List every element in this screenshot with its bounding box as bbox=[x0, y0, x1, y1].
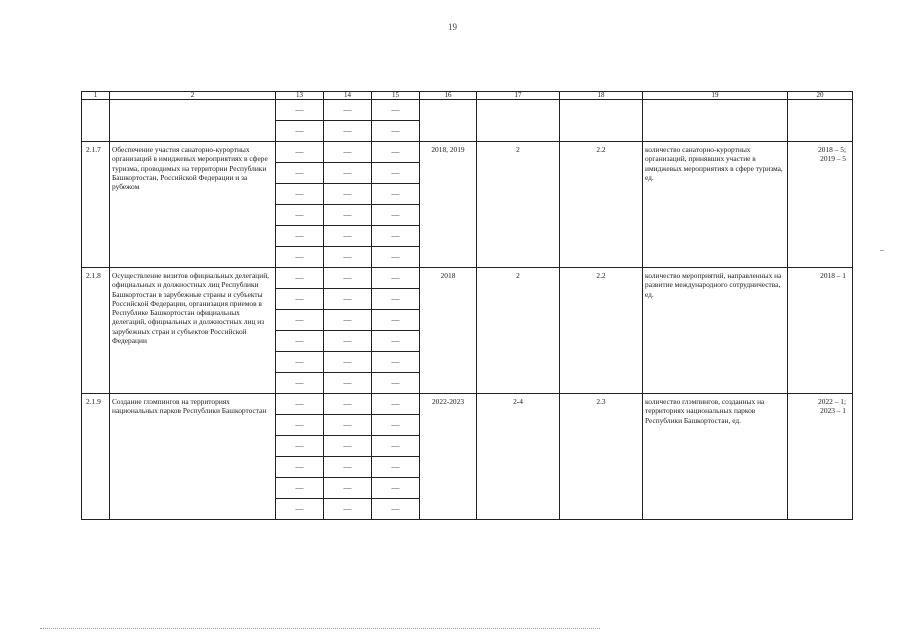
continuation-cell bbox=[82, 100, 110, 142]
dash-cell bbox=[372, 394, 420, 415]
dash-cell bbox=[276, 142, 324, 163]
dash-cell bbox=[324, 457, 372, 478]
indicator-value: 2023 – 1 bbox=[820, 406, 846, 416]
dash-mark: — bbox=[295, 126, 304, 135]
dash-cell bbox=[324, 121, 372, 142]
dash-mark: — bbox=[391, 147, 400, 156]
indicator-name: количество глэмпингов, созданных на территориях национальных парков Республики Башкортостан, ед. bbox=[643, 394, 788, 520]
header-cell: 13 bbox=[276, 92, 324, 100]
implementation-period: 2018, 2019 bbox=[420, 142, 477, 268]
indicator-values bbox=[788, 394, 853, 520]
dash-mark: — bbox=[295, 315, 304, 324]
dash-cell bbox=[324, 100, 372, 121]
dash-cell bbox=[372, 163, 420, 184]
dash-cell bbox=[372, 352, 420, 373]
indicator-code: 2.3 bbox=[560, 394, 643, 520]
dash-cell bbox=[276, 247, 324, 268]
dash-mark: — bbox=[295, 462, 304, 471]
dash-cell bbox=[372, 121, 420, 142]
table-row bbox=[82, 268, 853, 289]
dash-mark: — bbox=[391, 273, 400, 282]
dash-cell bbox=[372, 247, 420, 268]
dash-cell bbox=[372, 499, 420, 520]
continuation-cell bbox=[788, 100, 853, 142]
indicator-name: количество санаторно-курортных организаций, принявших участие в имиджевых мероприятиях в сфере туризма, ед. bbox=[643, 142, 788, 268]
dash-mark: — bbox=[295, 441, 304, 450]
dash-mark: — bbox=[343, 189, 352, 198]
dash-mark: — bbox=[391, 294, 400, 303]
dash-cell bbox=[324, 289, 372, 310]
dash-mark: — bbox=[295, 147, 304, 156]
dash-mark: — bbox=[343, 105, 352, 114]
dash-mark: — bbox=[391, 357, 400, 366]
dash-mark: — bbox=[343, 441, 352, 450]
dash-cell bbox=[324, 394, 372, 415]
dash-cell bbox=[324, 142, 372, 163]
dash-cell bbox=[372, 142, 420, 163]
dash-mark: — bbox=[295, 378, 304, 387]
dash-cell bbox=[276, 184, 324, 205]
dash-mark: — bbox=[343, 462, 352, 471]
dash-mark: — bbox=[343, 168, 352, 177]
continuation-cell bbox=[420, 100, 477, 142]
dash-mark: — bbox=[391, 504, 400, 513]
dash-cell bbox=[276, 499, 324, 520]
dash-cell bbox=[372, 184, 420, 205]
dash-cell bbox=[372, 289, 420, 310]
dash-cell bbox=[372, 310, 420, 331]
continuation-cell bbox=[110, 100, 276, 142]
header-cell: 14 bbox=[324, 92, 372, 100]
dash-mark: — bbox=[391, 441, 400, 450]
header-cell: 17 bbox=[477, 92, 560, 100]
item-description: Обеспечение участия санаторно-курортных организаций в имиджевых мероприятиях в сфере туризма, проводимых на территории Республики Башкортостан, Российской Федерации и за рубежом bbox=[110, 142, 276, 268]
dash-mark: — bbox=[343, 147, 352, 156]
dash-cell bbox=[372, 373, 420, 394]
document-table bbox=[81, 91, 853, 520]
indicator-name: количество мероприятий, направленных на развитие международного сотрудничества, ед. bbox=[643, 268, 788, 394]
item-number: 2.1.9 bbox=[82, 394, 110, 520]
header-cell: 18 bbox=[560, 92, 643, 100]
dash-cell bbox=[324, 226, 372, 247]
header-row bbox=[82, 92, 853, 100]
dash-cell bbox=[276, 478, 324, 499]
scan-artifact-mark bbox=[880, 250, 884, 251]
dash-mark: — bbox=[343, 336, 352, 345]
dash-mark: — bbox=[295, 252, 304, 261]
header-cell: 19 bbox=[643, 92, 788, 100]
dash-mark: — bbox=[295, 420, 304, 429]
page-number: 19 bbox=[448, 22, 457, 32]
dash-mark: — bbox=[391, 252, 400, 261]
continuation-cell bbox=[643, 100, 788, 142]
continuation-cell bbox=[477, 100, 560, 142]
dash-cell bbox=[372, 331, 420, 352]
dash-mark: — bbox=[391, 105, 400, 114]
table-row bbox=[82, 394, 853, 415]
dash-mark: — bbox=[343, 273, 352, 282]
dash-mark: — bbox=[343, 231, 352, 240]
dash-mark: — bbox=[391, 315, 400, 324]
header-cell: 16 bbox=[420, 92, 477, 100]
table-body bbox=[82, 92, 853, 520]
task-code: 2 bbox=[477, 142, 560, 268]
dash-cell bbox=[372, 415, 420, 436]
dash-cell bbox=[324, 184, 372, 205]
dash-cell bbox=[324, 373, 372, 394]
dash-cell bbox=[276, 226, 324, 247]
header-cell: 2 bbox=[110, 92, 276, 100]
dash-cell bbox=[276, 436, 324, 457]
dash-cell bbox=[276, 352, 324, 373]
dash-cell bbox=[372, 268, 420, 289]
continuation-cell bbox=[560, 100, 643, 142]
item-description: Создание глэмпингов на территориях национальных парков Республики Башкортостан bbox=[110, 394, 276, 520]
indicator-values bbox=[788, 142, 853, 268]
header-cell: 1 bbox=[82, 92, 110, 100]
dash-cell bbox=[276, 100, 324, 121]
dash-mark: — bbox=[295, 105, 304, 114]
dash-cell bbox=[324, 247, 372, 268]
dash-cell bbox=[276, 373, 324, 394]
dash-cell bbox=[276, 331, 324, 352]
dash-cell bbox=[372, 436, 420, 457]
dash-cell bbox=[372, 100, 420, 121]
dash-mark: — bbox=[295, 399, 304, 408]
dash-cell bbox=[324, 436, 372, 457]
dash-cell bbox=[324, 205, 372, 226]
dash-mark: — bbox=[343, 294, 352, 303]
dash-cell bbox=[276, 289, 324, 310]
implementation-period: 2022-2023 bbox=[420, 394, 477, 520]
indicator-code: 2.2 bbox=[560, 268, 643, 394]
dash-mark: — bbox=[295, 168, 304, 177]
dash-cell bbox=[372, 457, 420, 478]
item-description: Осуществление визитов официальных делегаций, официальных и должностных лиц Республики Башкортостан в зарубежные страны и субъекты Российской Федерации, организация приемов в Республике Башкортостан официальных делегаций, официальных и должностных лиц из зарубежных стран и субъектов Российской Федерации bbox=[110, 268, 276, 394]
indicator-value: 2022 – 1; bbox=[818, 397, 846, 406]
dash-mark: — bbox=[391, 126, 400, 135]
dash-mark: — bbox=[343, 399, 352, 408]
dash-mark: — bbox=[391, 189, 400, 198]
dash-cell bbox=[276, 457, 324, 478]
continuation-row bbox=[82, 100, 853, 121]
dash-cell bbox=[324, 415, 372, 436]
dash-cell bbox=[324, 499, 372, 520]
dash-cell bbox=[324, 478, 372, 499]
indicator-value: 2018 – 1 bbox=[820, 271, 846, 280]
dash-cell bbox=[324, 310, 372, 331]
dash-mark: — bbox=[343, 483, 352, 492]
dash-mark: — bbox=[343, 504, 352, 513]
dash-mark: — bbox=[343, 378, 352, 387]
dash-mark: — bbox=[295, 357, 304, 366]
dash-mark: — bbox=[295, 231, 304, 240]
dash-cell bbox=[324, 268, 372, 289]
dash-mark: — bbox=[343, 315, 352, 324]
table-row bbox=[82, 142, 853, 163]
indicator-value: 2018 – 5; bbox=[818, 145, 846, 154]
indicator-value: 2019 – 5 bbox=[820, 154, 846, 164]
indicator-code: 2.2 bbox=[560, 142, 643, 268]
item-number: 2.1.7 bbox=[82, 142, 110, 268]
dash-mark: — bbox=[295, 294, 304, 303]
dash-cell bbox=[276, 205, 324, 226]
dash-mark: — bbox=[343, 210, 352, 219]
header-cell: 15 bbox=[372, 92, 420, 100]
task-code: 2-4 bbox=[477, 394, 560, 520]
dash-cell bbox=[276, 268, 324, 289]
implementation-period: 2018 bbox=[420, 268, 477, 394]
dash-cell bbox=[276, 121, 324, 142]
dash-cell bbox=[276, 415, 324, 436]
dash-mark: — bbox=[391, 231, 400, 240]
dash-cell bbox=[324, 352, 372, 373]
dash-cell bbox=[276, 394, 324, 415]
dash-mark: — bbox=[343, 357, 352, 366]
item-number: 2.1.8 bbox=[82, 268, 110, 394]
dash-cell bbox=[324, 163, 372, 184]
dash-mark: — bbox=[343, 420, 352, 429]
dash-mark: — bbox=[295, 189, 304, 198]
scan-artifact-line bbox=[40, 628, 600, 629]
dash-mark: — bbox=[343, 126, 352, 135]
dash-cell bbox=[372, 205, 420, 226]
dash-mark: — bbox=[343, 252, 352, 261]
task-code: 2 bbox=[477, 268, 560, 394]
dash-cell bbox=[276, 163, 324, 184]
dash-mark: — bbox=[295, 483, 304, 492]
header-cell: 20 bbox=[788, 92, 853, 100]
dash-mark: — bbox=[391, 210, 400, 219]
dash-mark: — bbox=[391, 336, 400, 345]
dash-cell bbox=[372, 226, 420, 247]
dash-mark: — bbox=[295, 273, 304, 282]
dash-mark: — bbox=[295, 336, 304, 345]
dash-mark: — bbox=[295, 210, 304, 219]
dash-mark: — bbox=[391, 399, 400, 408]
indicator-values bbox=[788, 268, 853, 394]
dash-mark: — bbox=[391, 378, 400, 387]
dash-mark: — bbox=[295, 504, 304, 513]
dash-mark: — bbox=[391, 420, 400, 429]
dash-cell bbox=[372, 478, 420, 499]
dash-mark: — bbox=[391, 462, 400, 471]
dash-mark: — bbox=[391, 483, 400, 492]
dash-cell bbox=[276, 310, 324, 331]
dash-cell bbox=[324, 331, 372, 352]
dash-mark: — bbox=[391, 168, 400, 177]
